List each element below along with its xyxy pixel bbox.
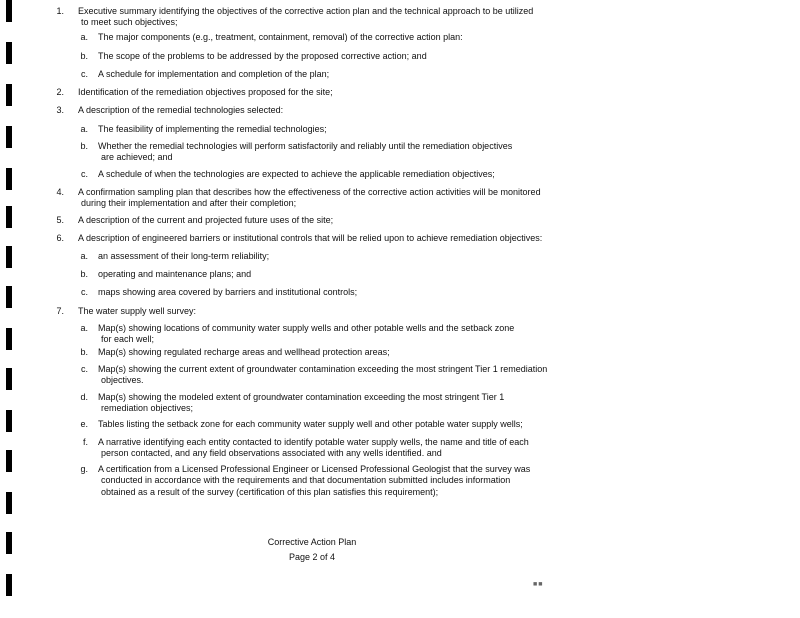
sub-item-text: maps showing area covered by barriers and institutional controls; bbox=[98, 287, 358, 297]
sub-item-text: A certification from a Licensed Professional Engineer or Licensed Professional Geologist that the survey was bbox=[98, 464, 531, 474]
footer-page-number: Page 2 of 4 bbox=[288, 552, 336, 562]
list-item-number: 4. bbox=[56, 187, 64, 197]
sub-item-letter: b. bbox=[80, 51, 88, 61]
sub-item-text: Map(s) showing the modeled extent of groundwater contamination exceeding the most stringent Tier 1 bbox=[98, 392, 505, 402]
sub-item-letter: c. bbox=[80, 69, 88, 79]
sub-item-text: The major components (e.g., treatment, containment, removal) of the corrective action plan: bbox=[98, 32, 463, 42]
list-item-text: Executive summary identifying the objectives of the corrective action plan and the technical approach to be utilized bbox=[78, 6, 534, 16]
sub-item-text: Tables listing the setback zone for each community water supply well and other potable water supply wells; bbox=[98, 419, 523, 429]
list-item-text: during their implementation and after their completion; bbox=[81, 198, 297, 208]
list-item-text: The water supply well survey: bbox=[78, 306, 197, 316]
sub-item-text: The scope of the problems to be addressed by the proposed corrective action; and bbox=[98, 51, 427, 61]
sub-item-text: Map(s) showing locations of community water supply wells and other potable wells and the setback zone bbox=[98, 323, 515, 333]
list-item-text: to meet such objectives; bbox=[81, 17, 178, 27]
list-item-text: A description of engineered barriers or institutional controls that will be relied upon to achieve remediation objectives: bbox=[78, 233, 543, 243]
sub-item-text: remediation objectives; bbox=[101, 403, 194, 413]
list-item-text: Identification of the remediation objectives proposed for the site; bbox=[78, 87, 333, 97]
list-item-text: A description of the remedial technologies selected: bbox=[78, 105, 284, 115]
sub-item-letter: c. bbox=[80, 287, 88, 297]
sub-item-letter: g. bbox=[80, 464, 88, 474]
sub-item-letter: b. bbox=[80, 347, 88, 357]
sub-item-text: operating and maintenance plans; and bbox=[98, 269, 252, 279]
sub-item-letter: c. bbox=[80, 364, 88, 374]
sub-item-letter: b. bbox=[80, 269, 88, 279]
sub-item-text: for each well; bbox=[101, 334, 155, 344]
sub-item-letter: a. bbox=[80, 124, 88, 134]
sub-item-text: Map(s) showing regulated recharge areas and wellhead protection areas; bbox=[98, 347, 390, 357]
list-item-number: 5. bbox=[56, 215, 64, 225]
scan-stamp: ■■ bbox=[533, 581, 544, 588]
sub-item-text: A schedule of when the technologies are expected to achieve the applicable remediation objectives; bbox=[98, 169, 495, 179]
sub-item-letter: a. bbox=[80, 32, 88, 42]
sub-item-text: Map(s) showing the current extent of groundwater contamination exceeding the most stringent Tier 1 remediation bbox=[98, 364, 548, 374]
list-item-number: 2. bbox=[56, 87, 64, 97]
sub-item-letter: e. bbox=[80, 419, 88, 429]
sub-item-letter: a. bbox=[80, 251, 88, 261]
sub-item-letter: a. bbox=[80, 323, 88, 333]
sub-item-text: an assessment of their long-term reliability; bbox=[98, 251, 270, 261]
sub-item-text: Whether the remedial technologies will perform satisfactorily and reliably until the remediation objectives bbox=[98, 141, 513, 151]
footer-title: Corrective Action Plan bbox=[267, 537, 357, 547]
sub-item-text: A schedule for implementation and completion of the plan; bbox=[98, 69, 330, 79]
list-item-number: 6. bbox=[56, 233, 64, 243]
list-item-number: 7. bbox=[56, 306, 64, 316]
sub-item-letter: b. bbox=[80, 141, 88, 151]
sub-item-letter: f. bbox=[82, 437, 88, 447]
sub-item-letter: c. bbox=[80, 169, 88, 179]
sub-item-text: A narrative identifying each entity contacted to identify potable water supply wells, the name and title of each bbox=[98, 437, 529, 447]
sub-item-text: The feasibility of implementing the remedial technologies; bbox=[98, 124, 327, 134]
list-item-number: 1. bbox=[56, 6, 64, 16]
sub-item-text: conducted in accordance with the requirements and that documentation submitted includes information bbox=[101, 475, 511, 485]
sub-item-text: obtained as a result of the survey (certification of this plan satisfies this requirement); bbox=[101, 487, 439, 497]
sub-item-text: are achieved; and bbox=[101, 152, 173, 162]
list-item-text: A confirmation sampling plan that describes how the effectiveness of the corrective action activities will be monitored bbox=[78, 187, 541, 197]
list-item-number: 3. bbox=[56, 105, 64, 115]
sub-item-letter: d. bbox=[80, 392, 88, 402]
sub-item-text: person contacted, and any field observations associated with any wells identified. and bbox=[101, 448, 442, 458]
sub-item-text: objectives. bbox=[101, 375, 144, 385]
list-item-text: A description of the current and projected future uses of the site; bbox=[78, 215, 334, 225]
